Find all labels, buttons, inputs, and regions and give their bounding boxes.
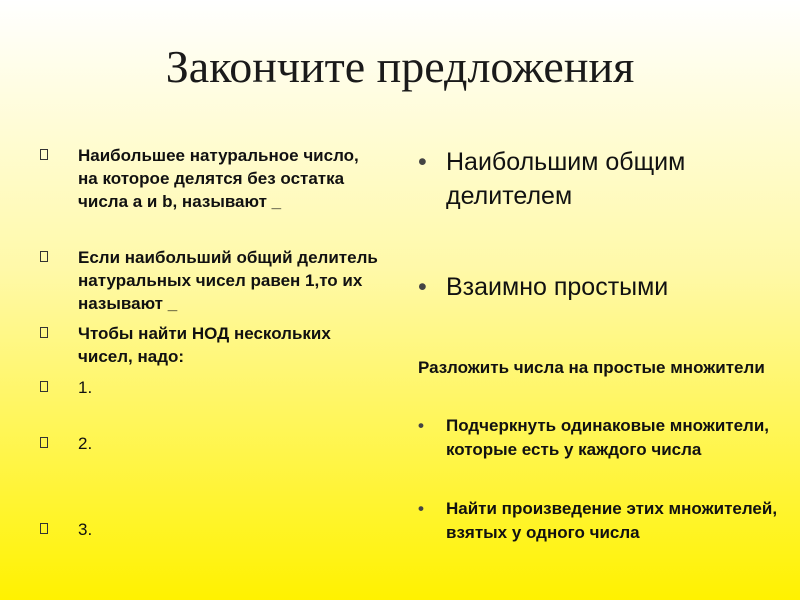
- bullet-dot-icon: •: [418, 416, 424, 435]
- step-number-2: 2.: [40, 432, 380, 455]
- square-bullet-icon: [40, 149, 48, 160]
- square-bullet-icon: [40, 437, 48, 448]
- answer-coprime: • Взаимно простыми: [418, 270, 788, 304]
- question-3: Чтобы найти НОД нескольких чисел, надо:: [40, 322, 380, 368]
- question-1: Наибольшее натуральное число, на которое делятся без остатка числа а и b, называют _: [40, 144, 380, 213]
- bullet-dot-icon: •: [418, 148, 427, 176]
- step-number-1: 1.: [40, 376, 380, 399]
- step-1: Разложить числа на простые множители: [418, 358, 765, 377]
- square-bullet-icon: [40, 523, 48, 534]
- bullet-dot-icon: •: [418, 273, 427, 301]
- square-bullet-icon: [40, 381, 48, 392]
- bullet-dot-icon: •: [418, 499, 424, 518]
- square-bullet-icon: [40, 327, 48, 338]
- step-2: • Подчеркнуть одинаковые множители, которые есть у каждого числа: [418, 416, 770, 459]
- question-2: Если наибольший общий делитель натуральных чисел равен 1,то их называют _: [40, 246, 380, 315]
- square-bullet-icon: [40, 251, 48, 262]
- slide-title: Закончите предложения: [165, 41, 635, 92]
- answer-gcd: • Наибольшим общим делителем: [418, 145, 788, 213]
- step-number-3: 3.: [40, 518, 380, 541]
- step-3: • Найти произведение этих множителей, взятых у одного числа: [418, 499, 778, 542]
